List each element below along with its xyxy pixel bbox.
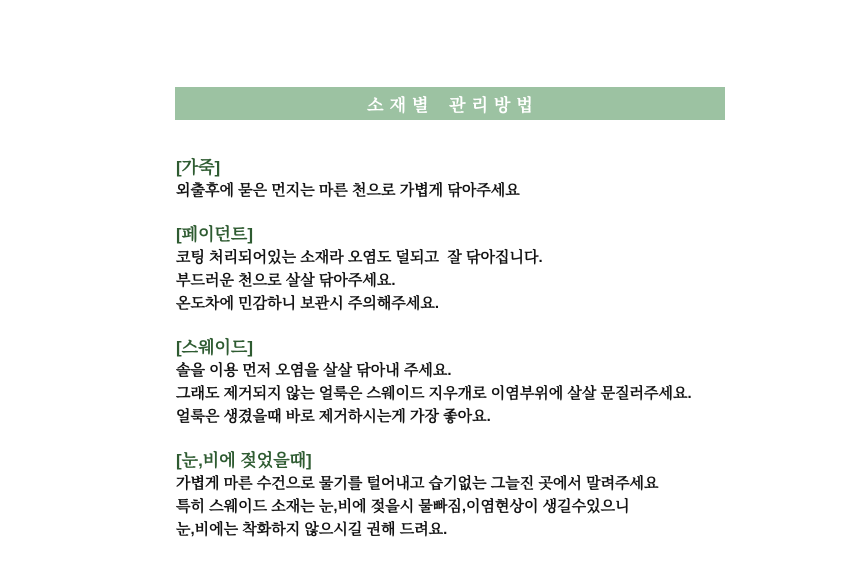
care-section <box>176 336 776 428</box>
care-section <box>176 223 776 315</box>
section-line: 솔을 이용 먼저 오염을 살살 닦아내 주세요. <box>176 362 452 379</box>
section-heading: [스웨이드] <box>176 338 254 357</box>
section-line: 가볍게 마른 수건으로 물기를 털어내고 습기없는 그늘진 곳에서 말려주세요 <box>176 475 659 492</box>
care-section <box>176 449 776 541</box>
section-line: 얼룩은 생겼을때 바로 제거하시는게 가장 좋아요. <box>176 408 491 425</box>
section-line: 그래도 제거되지 않는 얼룩은 스웨이드 지우개로 이염부위에 살살 문질러주세요. <box>176 385 692 402</box>
section-line: 눈,비에는 착화하지 않으시길 권해 드려요. <box>176 521 448 538</box>
section-heading: [페이던트] <box>176 225 254 244</box>
section-title-banner <box>175 87 725 120</box>
page-title: 소재별 관리방법 <box>367 96 539 115</box>
section-line: 외출후에 묻은 먼지는 마른 천으로 가볍게 닦아주세요 <box>176 182 520 199</box>
section-line: 코팅 처리되어있는 소재라 오염도 덜되고 잘 닦아집니다. <box>176 249 543 266</box>
care-sections-container <box>176 156 776 562</box>
section-line: 부드러운 천으로 살살 닦아주세요. <box>176 272 396 289</box>
section-heading: [가죽] <box>176 158 221 177</box>
section-line: 특히 스웨이드 소재는 눈,비에 젖을시 물빠짐,이염현상이 생길수있으니 <box>176 498 630 515</box>
care-section <box>176 156 776 202</box>
section-line: 온도차에 민감하니 보관시 주의해주세요. <box>176 295 440 312</box>
section-heading: [눈,비에 젖었을때] <box>176 451 312 470</box>
